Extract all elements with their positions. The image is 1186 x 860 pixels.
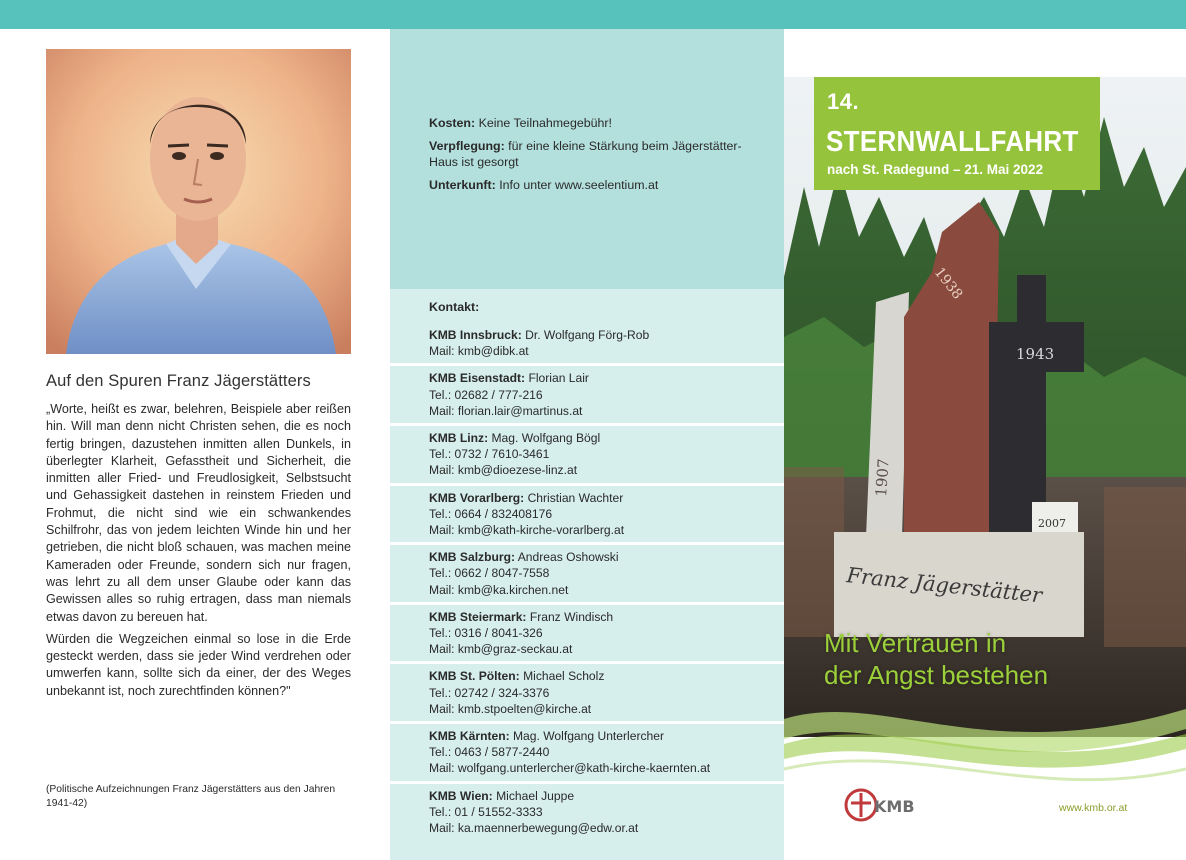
lodging-value: Info unter www.seelentium.at — [495, 178, 659, 192]
contact-phone: Tel.: 0463 / 5877-2440 — [429, 745, 550, 760]
section-heading: Auf den Spuren Franz Jägerstätters — [46, 372, 311, 390]
contact-org: KMB Vorarlberg: — [429, 490, 525, 505]
quote-source: (Politische Aufzeichnungen Franz Jägerstätters aus den Jahren 1941-42) — [46, 784, 336, 809]
contact-org: KMB Eisenstadt: — [429, 371, 526, 386]
contact-person: Franz Windisch — [526, 609, 614, 624]
cost-value: Keine Teilnahmegebühr! — [475, 116, 612, 130]
kmb-logo — [842, 785, 922, 825]
contact-mail[interactable]: Mail: kmb@graz-seckau.at — [429, 642, 573, 657]
event-title-box — [814, 77, 1100, 190]
contact-entry — [390, 423, 784, 483]
contact-phone: Tel.: 02742 / 324-3376 — [429, 685, 550, 700]
contact-person: Andreas Oshowski — [515, 550, 619, 565]
portrait-painting — [46, 49, 351, 354]
event-info — [429, 115, 769, 200]
contact-mail[interactable]: Mail: kmb@kath-kirche-vorarlberg.at — [429, 523, 625, 538]
contact-phone: Tel.: 01 / 51552-3333 — [429, 804, 543, 819]
catering-value: für eine kleine Stärkung beim Jägerstätter-Haus ist gesorgt — [429, 139, 742, 169]
contact-entry — [390, 483, 784, 543]
memorial-year: 1907 — [872, 457, 893, 498]
slogan-line: der Angst bestehen — [824, 660, 1049, 690]
contact-list — [390, 323, 784, 840]
contact-phone: Tel.: 0732 / 7610-3461 — [429, 447, 550, 462]
contact-entry — [390, 323, 784, 363]
cost-label: Kosten: — [429, 116, 476, 130]
edition-number: 14. — [827, 89, 860, 114]
contact-phone: Tel.: 0664 / 832408176 — [429, 506, 553, 521]
quote-text — [46, 401, 351, 705]
slogan — [824, 627, 1144, 691]
cover-panel — [784, 29, 1186, 860]
contact-person: Dr. Wolfgang Förg-Rob — [521, 328, 650, 342]
contact-org: KMB Steiermark: — [429, 609, 527, 624]
contact-person: Michael Juppe — [492, 788, 575, 803]
contact-phone: Tel.: 0316 / 8041-326 — [429, 626, 543, 641]
slogan-line: Mit Vertrauen in — [824, 628, 1007, 658]
memorial-year: 2007 — [1038, 517, 1066, 530]
contact-mail[interactable]: Mail: ka.maennerbewegung@edw.or.at — [429, 821, 639, 836]
lodging-line — [429, 177, 769, 193]
memorial-inscription: Franz Jägerstätter — [845, 563, 1044, 608]
contact-mail[interactable]: Mail: kmb@dibk.at — [429, 344, 529, 359]
middle-panel — [390, 29, 784, 860]
logo-text: KMB — [874, 797, 915, 816]
contact-org: KMB Linz: — [429, 431, 489, 446]
contact-mail[interactable]: Mail: kmb@dioezese-linz.at — [429, 463, 578, 478]
memorial-year: 1943 — [1016, 345, 1055, 363]
contact-mail[interactable]: Mail: florian.lair@martinus.at — [429, 403, 583, 418]
contact-entry — [390, 542, 784, 602]
contact-phone: Tel.: 0662 / 8047-7558 — [429, 566, 550, 581]
contact-org: KMB Kärnten: — [429, 729, 510, 744]
memorial-year: 1938 — [930, 264, 966, 303]
contact-entry — [390, 661, 784, 721]
contact-mail[interactable]: Mail: wolfgang.unterlercher@kath-kirche-kaernten.at — [429, 761, 711, 776]
contact-org: KMB Wien: — [429, 788, 493, 803]
contact-org: KMB Salzburg: — [429, 550, 515, 565]
contact-person: Florian Lair — [525, 371, 589, 386]
website-link[interactable]: www.kmb.or.at — [1059, 802, 1128, 814]
contact-entry — [390, 781, 784, 841]
contact-person: Michael Scholz — [519, 669, 605, 684]
contact-person: Christian Wachter — [524, 490, 624, 505]
catering-line — [429, 138, 769, 170]
event-subtitle: nach St. Radegund – 21. Mai 2022 — [827, 162, 1044, 177]
catering-label: Verpflegung: — [429, 139, 505, 153]
quote-paragraph: „Worte, heißt es zwar, belehren, Beispiele aber reißen hin. Will man denn nicht Christen sehen, die es noch fertig bringen, dazustehen inmitten allen Dunkels, in überlegter Klarheit, Gefasstheit und Sicherheit, die inmitten aller Fried- und Freudlosigkeit, Selbstsucht und Gehassigkeit dastehen in reinstem Frieden und Frohmut, die nicht sind wie ein schwankendes Schilfrohr, das von jedem leichten Winde hin und her getrieben, die nicht bloß schauen, was machen meine Kameraden oder Freunde, sondern sich nur fragen, was lehrt zu all dem unser Glaube oder kann das Gewissen alles so ruhig ertragen, dass man niemals etwas davon zu bereuen hat. — [46, 402, 351, 624]
cost-line — [429, 115, 769, 131]
contact-mail[interactable]: Mail: kmb@ka.kirchen.net — [429, 582, 569, 597]
event-title: STERNWALLFAHRT — [826, 124, 1079, 158]
contact-phone: Tel.: 02682 / 777-216 — [429, 387, 543, 402]
contact-person: Mag. Wolfgang Bögl — [488, 431, 601, 446]
contact-org: KMB Innsbruck: — [429, 328, 522, 342]
contact-heading: Kontakt: — [429, 300, 480, 314]
lodging-label: Unterkunft: — [429, 178, 496, 192]
contact-org: KMB St. Pölten: — [429, 669, 520, 684]
contact-entry — [390, 721, 784, 781]
left-panel — [0, 29, 390, 860]
contact-entry — [390, 602, 784, 662]
contact-person: Mag. Wolfgang Unterlercher — [509, 729, 665, 744]
top-color-bar — [0, 0, 1186, 29]
contact-mail[interactable]: Mail: kmb.stpoelten@kirche.at — [429, 701, 592, 716]
quote-paragraph: Würden die Wegzeichen einmal so lose in die Erde gesteckt werden, dass sie jeder Wind verdrehen oder umwerfen kann, sollte sich da einer, der des Weges unbekannt ist, noch zurechtfinden können?" — [46, 631, 351, 698]
contact-entry — [390, 363, 784, 423]
